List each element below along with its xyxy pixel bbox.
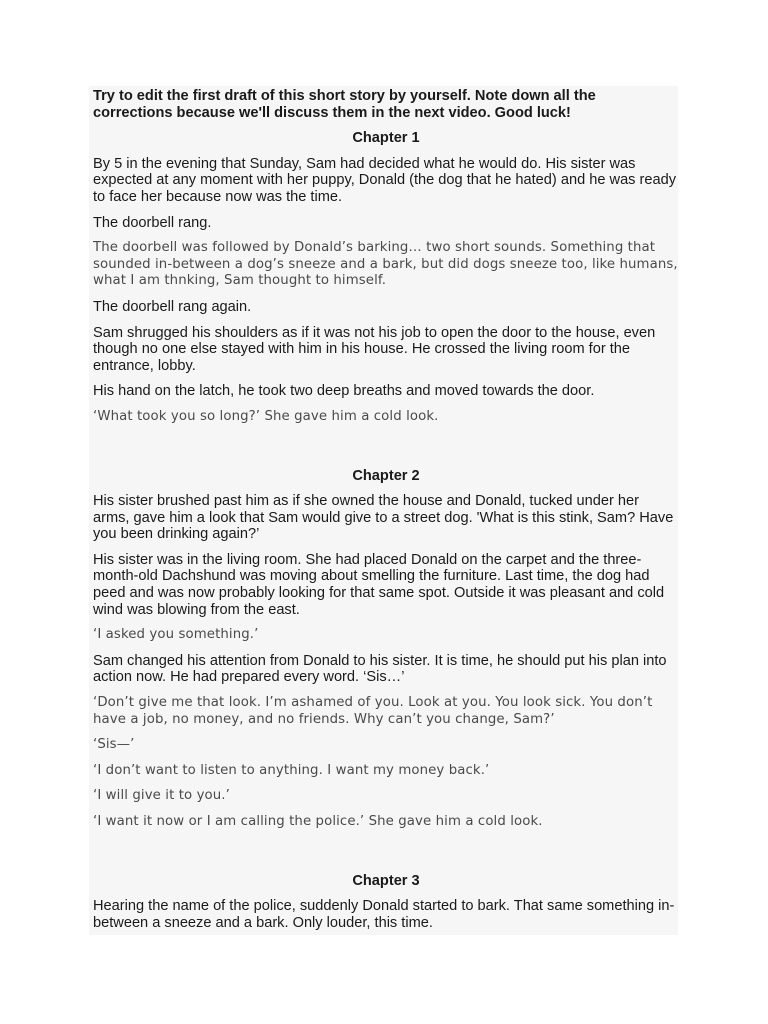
section-spacer [93,435,679,468]
paragraph: By 5 in the evening that Sunday, Sam had decided what he would do. His sister was expected at any moment with her puppy, Donald (the dog that he hated) and he was ready to face her because now was the time. [93,155,677,205]
paragraph: ‘Sis—’ [93,737,135,753]
chapter-1-title: Chapter 1 [352,130,420,147]
paragraph: ‘Don’t give me that look. I’m ashamed of you. Look at you. You look sick. You don’t have a job, no money, and no friends. Why can’t you change, Sam?’ [93,695,653,727]
paragraph: The doorbell rang again. [93,298,252,315]
intro-text: Try to edit the first draft of this short story by yourself. Note down all the corrections because we'll discuss them in the next video. Good luck! [93,88,596,121]
paragraph: The doorbell rang. [93,214,212,231]
paragraph: Sam shrugged his shoulders as if it was not his job to open the door to the house, even though no one else stayed with him in his house. He crossed the living room for the entrance, lobby. [93,324,656,374]
paragraph: ‘I don’t want to listen to anything. I want my money back.’ [93,762,490,778]
chapter-2-title: Chapter 2 [352,467,420,484]
section-spacer [93,840,679,873]
paragraph: The doorbell was followed by Donald’s barking… two short sounds. Something that sounded in-between a dog’s sneeze and a bark, but did dogs sneeze too, like humans, what I am thnking, Sam thought to himself. [93,240,678,289]
paragraph: ‘I asked you something.’ [93,627,259,643]
paragraph: Hearing the name of the police, suddenly Donald started to bark. That same something in-between a sneeze and a bark. Only louder, this time. [93,898,675,931]
paragraph: ‘I will give it to you.’ [93,788,230,804]
paragraph: Sam changed his attention from Donald to his sister. It is time, he should put his plan into action now. He had prepared every word. ‘Sis…’ [93,652,667,686]
chapter-3-title: Chapter 3 [352,872,420,889]
paragraph: His sister brushed past him as if she owned the house and Donald, tucked under her arms, gave him a look that Sam would give to a street dog. 'What is this stink, Sam? Have you been drinking again?’ [93,493,674,543]
paragraph: ‘What took you so long?’ She gave him a cold look. [93,408,439,424]
paragraph: His sister was in the living room. She had placed Donald on the carpet and the three-month-old Dachshund was moving about smelling the furniture. Last time, the dog had peed and was now probably looking for that same spot. Outside it was pleasant and cold wind was blowing from the east. [93,551,665,618]
paragraph: ‘I want it now or I am calling the police.’ She gave him a cold look. [93,814,543,829]
paragraph: His hand on the latch, he took two deep breaths and moved towards the door. [93,383,595,400]
document-content [93,88,679,940]
